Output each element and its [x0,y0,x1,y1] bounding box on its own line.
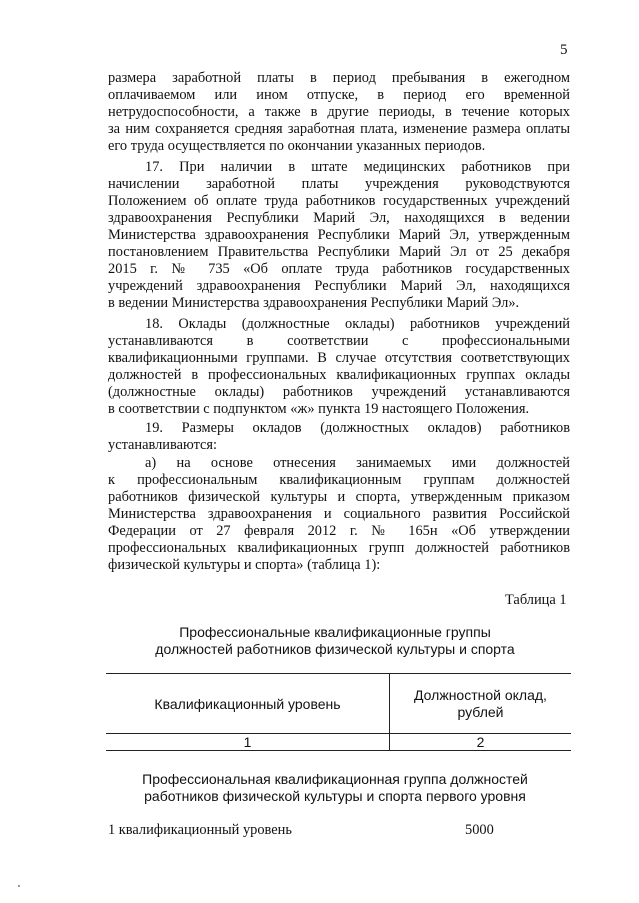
text-line: начислении заработной платы учреждения руководствуются [108,176,570,192]
text-line: 18. Оклады (должностные оклады) работников учреждений [145,316,570,332]
table-title-line: Профессиональные квалификационные группы [179,624,491,640]
text-line: оплачиваемом или ином отпуске, в период его временной [108,87,570,103]
text-line: в ведении Министерства здравоохранения Республики Марий Эл». [108,295,520,311]
page-number: 5 [560,42,568,58]
text-line: физической культуры и спорта» (таблица 1): [108,557,381,573]
header-salary-line2: рублей [457,704,504,720]
text-line: устанавливаются: [108,437,218,453]
text-line: размера заработной платы в период пребывания в ежегодном [108,70,570,86]
row-qualification-level: 1 квалификационный уровень [108,822,292,838]
text-line: Министерства здравоохранения и социального развития Российской [108,506,570,522]
group-title-line: работников физической культуры и спорта первого уровня [144,788,526,804]
column-number-1: 1 [243,734,252,750]
table-top-border [106,673,571,674]
text-line: за ним сохраняется средняя заработная плата, изменение размера оплаты [108,121,570,137]
text-line: его труда осуществляется по окончании указанных периодов. [108,138,486,154]
text-line: устанавливаются в соответствии с профессиональными [108,333,570,349]
text-line: нетрудоспособности, а также в другие периоды, в течение которых [108,104,570,120]
text-line: 19. Размеры окладов (должностных окладов) работников [145,420,570,436]
header-qualification-level: Квалификационный уровень [154,696,341,712]
text-line: должностей в профессиональных квалификационных группах оклады [108,367,570,383]
header-salary-line1: Должностной оклад, [414,687,547,703]
text-line: в соответствии с подпунктом «ж» пункта 19 настоящего Положения. [108,401,530,417]
text-line: к профессиональным квалификационным группам должностей [108,472,570,488]
text-line: Положением об оплате труда работников государственных учреждений [108,193,570,209]
table-title-line: должностей работников физической культуры и спорта [155,641,515,657]
text-line: квалификационными группами. В случае отсутствия соответствующих [108,350,570,366]
column-number-2: 2 [476,734,485,750]
text-line: (должностные оклады) работников учреждений устанавливаются [108,384,570,400]
scan-speck [18,885,20,887]
text-line: 2015 г. № 735 «Об оплате труда работников государственных [108,261,570,277]
group-title-line: Профессиональная квалификационная группа должностей [142,771,528,787]
text-line: здравоохранения Республики Марий Эл, находящихся в ведении [108,210,570,226]
text-line: Федерации от 27 февраля 2012 г. № 165н «Об утверждении [108,523,570,539]
table-label: Таблица 1 [505,592,567,608]
text-line: 17. При наличии в штате медицинских работников при [145,159,570,175]
text-line: Министерства здравоохранения Республики Марий Эл, утвержденным [108,227,570,243]
text-line: а) на основе отнесения занимаемых ими должностей [145,455,570,471]
text-line: профессиональных квалификационных групп должностей работников [108,540,570,556]
text-line: работников физической культуры и спорта, утвержденным приказом [108,489,570,505]
text-line: учреждений здравоохранения Республики Марий Эл, находящихся [108,278,570,294]
text-line: постановлением Правительства Республики Марий Эл от 25 декабря [108,244,570,260]
row-salary: 5000 [465,822,494,838]
